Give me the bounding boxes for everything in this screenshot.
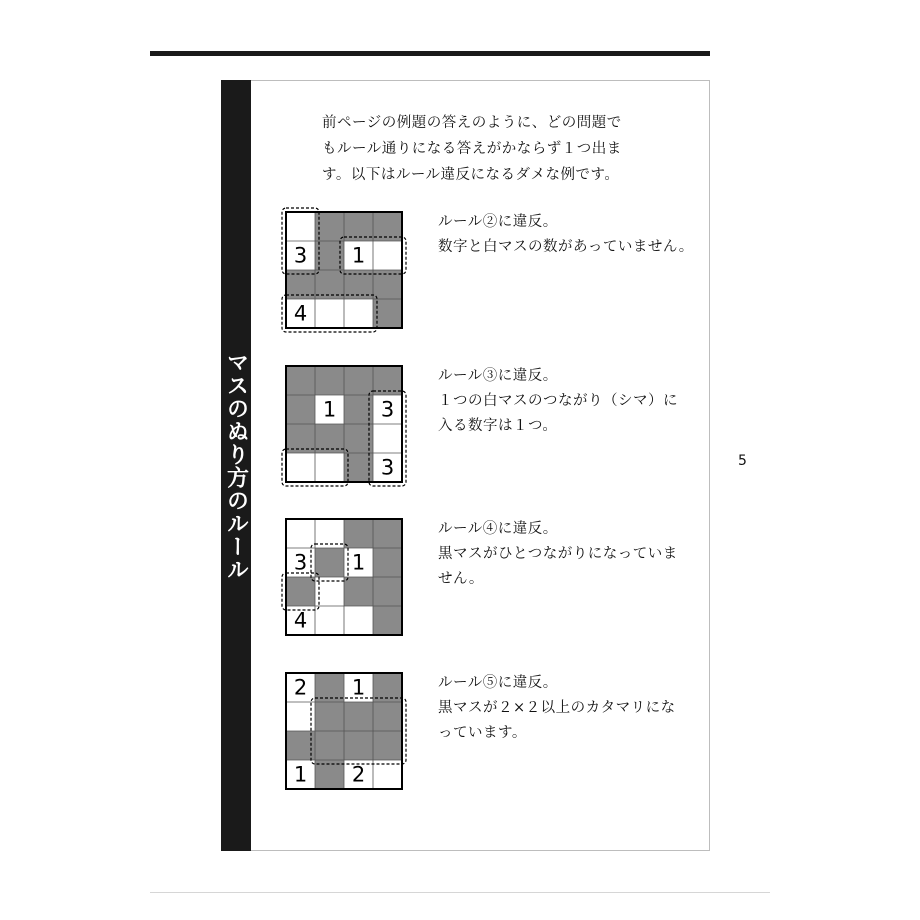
example-caption — [438, 671, 708, 746]
shaded-cell — [315, 760, 344, 789]
shaded-cell — [344, 702, 373, 731]
caption-line: １つの白マスのつながり（シマ）に — [438, 393, 678, 409]
clue-number: 3 — [293, 550, 308, 575]
shaded-cell — [373, 548, 402, 577]
shaded-cell — [315, 673, 344, 702]
shaded-cell — [315, 212, 344, 241]
intro-line: す。以下はルール違反になるダメな例です。 — [322, 167, 620, 183]
top-rule — [150, 51, 710, 56]
page-number: 5 — [738, 453, 747, 469]
caption-line: ルール③に違反。 — [438, 368, 558, 384]
intro-text — [322, 110, 652, 188]
caption-line: 数字と白マスの数があっていません。 — [438, 239, 694, 255]
caption-line: 黒マスがひとつながりになっていま — [438, 546, 678, 562]
shaded-cell — [286, 270, 315, 299]
clue-number: 1 — [293, 762, 308, 787]
caption-line: ルール④に違反。 — [438, 521, 558, 537]
caption-line: 黒マスが２×２以上のカタマリにな — [438, 700, 676, 716]
shaded-cell — [373, 366, 402, 395]
caption-line: せん。 — [438, 571, 484, 587]
intro-line: 前ページの例題の答えのように、どの問題で — [322, 115, 622, 131]
clue-number: 3 — [380, 397, 395, 422]
clue-number: 1 — [351, 675, 366, 700]
shaded-cell — [315, 366, 344, 395]
clue-number: 2 — [351, 762, 366, 787]
shaded-cell — [344, 519, 373, 548]
clue-number: 4 — [293, 608, 308, 633]
shaded-cell — [344, 577, 373, 606]
clue-number: 4 — [293, 301, 308, 326]
clue-number: 3 — [293, 243, 308, 268]
example-caption — [438, 364, 708, 439]
clue-number: 1 — [351, 550, 366, 575]
clue-number: 1 — [351, 243, 366, 268]
caption-line: っています。 — [438, 725, 527, 741]
side-title-text: マスのぬり方のルール — [223, 350, 249, 581]
shaded-cell — [373, 519, 402, 548]
shaded-cell — [344, 366, 373, 395]
shaded-cell — [315, 702, 344, 731]
example-caption — [438, 517, 708, 592]
shaded-cell — [373, 702, 402, 731]
caption-line: ルール⑤に違反。 — [438, 675, 558, 691]
shaded-cell — [344, 731, 373, 760]
example-rule-2 — [278, 210, 708, 340]
shaded-cell — [373, 606, 402, 635]
shaded-cell — [315, 424, 344, 453]
caption-line: 入る数字は１つ。 — [438, 418, 558, 434]
clue-number: 2 — [293, 675, 308, 700]
clue-number: 3 — [380, 455, 395, 480]
example-rule-5 — [278, 671, 708, 801]
shaded-cell — [344, 212, 373, 241]
shaded-cell — [373, 731, 402, 760]
example-rule-3 — [278, 364, 708, 494]
bottom-rule — [150, 892, 770, 893]
shaded-cell — [373, 270, 402, 299]
example-caption — [438, 210, 708, 260]
shaded-cell — [315, 548, 344, 577]
intro-line: もルール通りになる答えがかならず１つ出ま — [322, 141, 622, 157]
puzzle-grid — [278, 671, 404, 791]
shaded-cell — [286, 424, 315, 453]
shaded-cell — [286, 577, 315, 606]
shaded-cell — [373, 212, 402, 241]
example-rule-4 — [278, 517, 708, 647]
shaded-cell — [373, 577, 402, 606]
side-title — [221, 80, 251, 851]
shaded-cell — [315, 731, 344, 760]
shaded-cell — [286, 366, 315, 395]
shaded-cell — [286, 395, 315, 424]
puzzle-grid — [278, 364, 404, 484]
shaded-cell — [315, 270, 344, 299]
clue-number: 1 — [322, 397, 337, 422]
puzzle-grid — [278, 210, 404, 330]
caption-line: ルール②に違反。 — [438, 214, 558, 230]
puzzle-grid — [278, 517, 404, 637]
